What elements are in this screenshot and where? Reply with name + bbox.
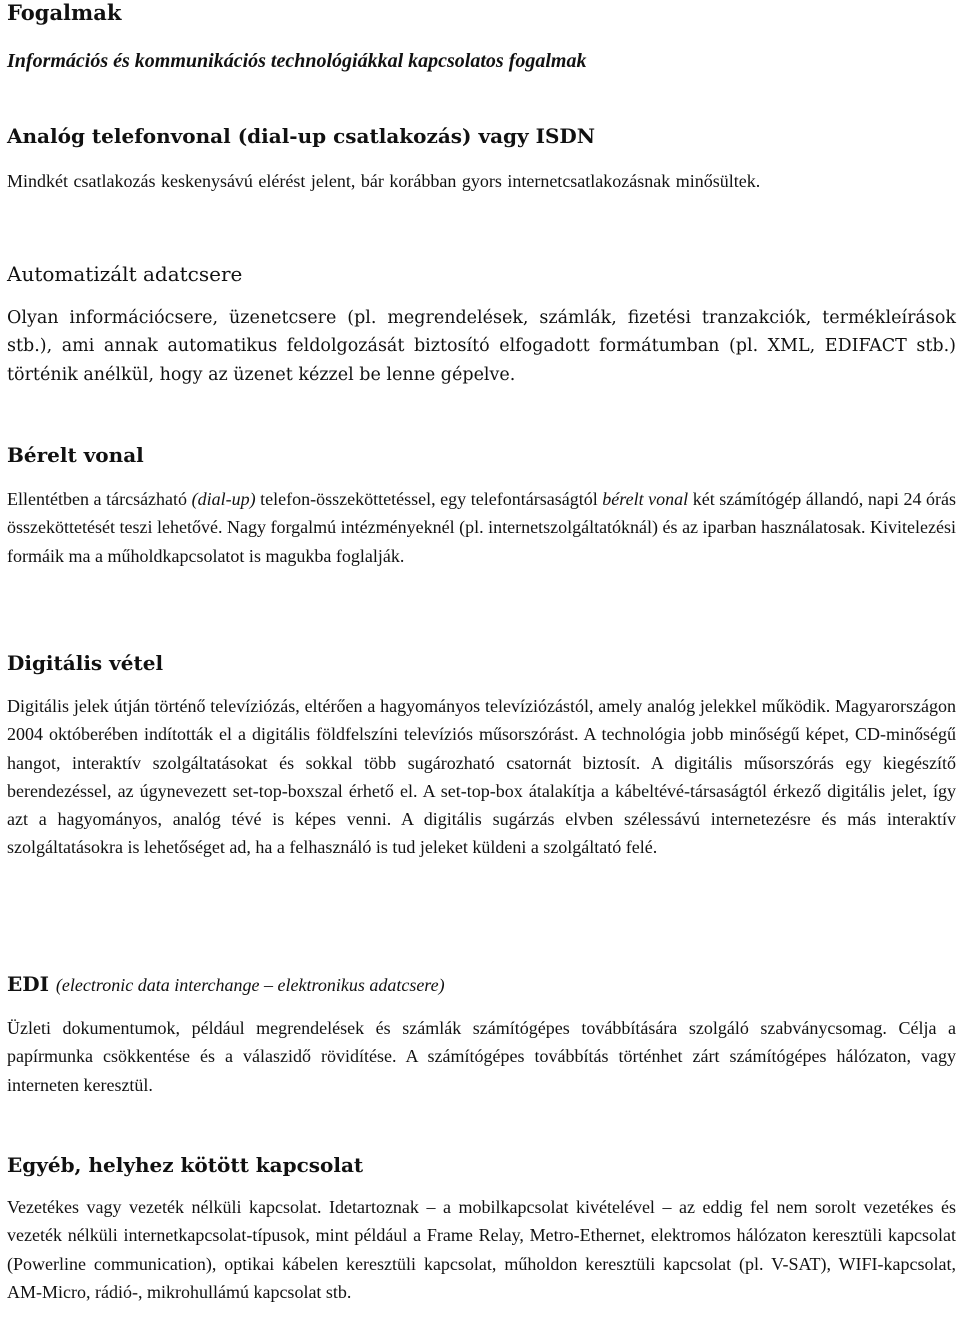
section-body-digital-reception: Digitális jelek útján történő televíziózás, eltérően a hagyományos televíziózástól, amely analóg jelekkel működik. Magyarországon 2004 októberében indították el a digitális földfelszíni televíziós műsorszórást. A technológia jobb minőségű képet, CD-minőségű hangot, interaktív szolgáltatásokat és sokkal több sugározható csatornát biztosít. A digitális műsorszórás egy kiegészítő berendezéssel, az úgynevezett set-top-boxszal érhető el. A set-top-box átalakítja a kábeltévé-társaságtól érkező digitális jelet, így azt a hagyományos, analóg tévé is képes venni. A digitális sugárzás elvben szélessávú internetezésre és más interaktív szolgáltatásokra is lehetőséget ad, ha a felhasználó is tud jeleket küldeni a szolgáltató felé. [7,696,956,858]
section-body-automated-exchange: Olyan információcsere, üzenetcsere (pl. megrendelések, számlák, fizetési tranzakciók, termékleírások stb.), ami annak automatikus feldolgozását biztosító elfogadott formátumban (pl. XML, EDIFACT stb.) történik anélkül, hogy az üzenet kézzel be lenne gépelve. [7,308,956,385]
section-body-other-fixed: Vezetékes vagy vezeték nélküli kapcsolat. Idetartoznak – a mobilkapcsolat kivételével – az eddig fel nem sorolt vezetékes és vezeték nélküli internetkapcsolat-típusok, mint például a Frame Relay, Metro-Ethernet, elektromos hálózaton keresztüli kapcsolat (Powerline communication), optikai kábelen keresztüli kapcsolat, műholdon keresztüli kapcsolat (pl. V-SAT), WIFI-kapcsolat, AM-Micro, rádió-, mikrohullámú kapcsolat stb. [7,1197,956,1302]
leased-line-em-term: bérelt vonal [602,489,689,509]
section-heading-other-fixed: Egyéb, helyhez kötött kapcsolat [7,1153,364,1177]
section-heading-digital-reception: Digitális vétel [7,651,164,675]
section-heading-leased-line: Bérelt vonal [7,443,144,467]
section-body-analog: Mindkét csatlakozás keskenysávú elérést jelent, bár korábban gyors internetcsatlakozásnak minősültek. [7,171,761,191]
section-heading-edi [7,972,956,996]
edi-subtitle: (electronic data interchange – elektronikus adatcsere) [55,975,445,995]
page-title: Fogalmak [7,0,122,25]
edi-title: EDI [7,972,49,996]
section-body-leased-line [7,485,956,570]
leased-line-text-1: Ellentétben a tárcsázható [7,489,192,509]
page-subtitle: Információs és kommunikációs technológiákkal kapcsolatos fogalmak [7,50,587,72]
section-heading-analog: Analóg telefonvonal (dial-up csatlakozás) vagy ISDN [7,124,596,148]
leased-line-text-2: telefon-összeköttetéssel, egy telefontársaságtól [255,489,603,509]
section-body-edi: Üzleti dokumentumok, például megrendelések és számlák számítógépes továbbítására szolgáló szabványcsomag. Célja a papírmunka csökkentése és a válaszidő rövidítése. A számítógépes továbbítás történhet zárt számítógépes hálózaton, vagy interneten keresztül. [7,1018,956,1095]
leased-line-text-3: két számítógép állandó, napi 24 órás összeköttetését teszi lehetővé. Nagy forgalmú intézményeknél (pl. internetszolgáltatóknál) és az iparban használatosak. Kivitelezési formáik ma a műholdkapcsolatot is magukba foglalják. [7,489,956,566]
leased-line-em-dialup: (dial-up) [191,489,256,509]
section-heading-automated-exchange: Automatizált adatcsere [7,262,243,286]
